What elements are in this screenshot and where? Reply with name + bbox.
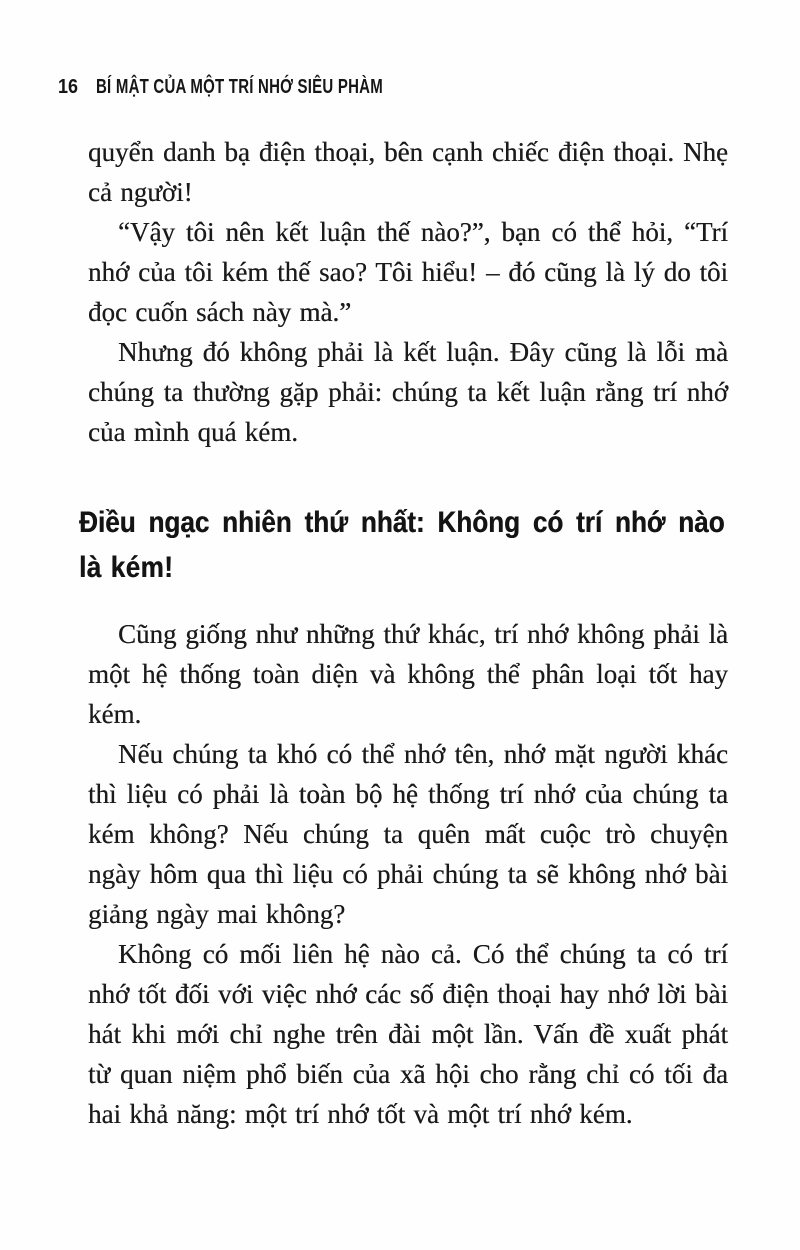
section-heading: [79, 500, 728, 590]
running-title: BÍ MẬT CỦA MỘT TRÍ NHỚ SIÊU PHÀM: [96, 76, 384, 98]
running-header: [58, 76, 479, 99]
page-body: [79, 132, 728, 1134]
section-heading-line1: Điều ngạc nhiên thứ nhất: Không có trí nhớ nào: [79, 506, 725, 539]
paragraph-group-top: [88, 132, 728, 452]
paragraph: Nhưng đó không phải là kết luận. Đây cũng là lỗi mà chúng ta thường gặp phải: chúng ta kết luận rằng trí nhớ của mình quá kém.: [88, 337, 728, 447]
paragraph: Không có mối liên hệ nào cả. Có thể chúng ta có trí nhớ tốt đối với việc nhớ các số điện thoại hay nhớ lời bài hát khi mới chỉ nghe trên đài một lần. Vấn đề xuất phát từ quan niệm phổ biến của xã hội cho rằng chỉ có tối đa hai khả năng: một trí nhớ tốt và một trí nhớ kém.: [88, 939, 728, 1129]
paragraph: Nếu chúng ta khó có thể nhớ tên, nhớ mặt người khác thì liệu có phải là toàn bộ hệ thống trí nhớ của chúng ta kém không? Nếu chúng ta quên mất cuộc trò chuyện ngày hôm qua thì liệu có phải chúng ta sẽ không nhớ bài giảng ngày mai không?: [88, 739, 728, 929]
page-number: 16: [58, 76, 79, 98]
paragraph-group-bottom: [88, 614, 728, 1134]
paragraph: “Vậy tôi nên kết luận thế nào?”, bạn có thể hỏi, “Trí nhớ của tôi kém thế sao? Tôi hiểu! – đó cũng là lý do tôi đọc cuốn sách này mà.”: [88, 217, 728, 327]
paragraph: Cũng giống như những thứ khác, trí nhớ không phải là một hệ thống toàn diện và không thể phân loại tốt hay kém.: [88, 619, 728, 729]
section-heading-line2: là kém!: [79, 551, 174, 584]
paragraph: quyển danh bạ điện thoại, bên cạnh chiếc điện thoại. Nhẹ cả người!: [88, 137, 728, 207]
